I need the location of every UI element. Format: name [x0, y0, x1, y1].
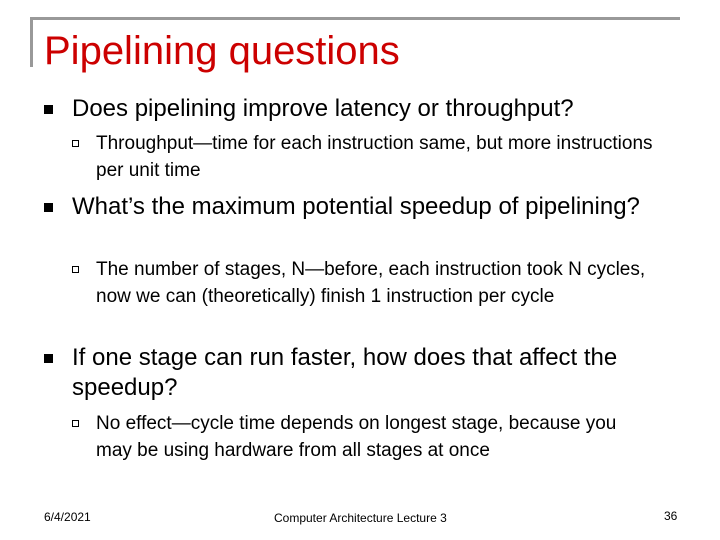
title-frame-top-border — [30, 17, 680, 20]
square-bullet-icon — [44, 354, 53, 363]
bullet-text: What’s the maximum potential speedup of pipelining? — [72, 193, 640, 220]
bullet-text: If one stage can run faster, how does that affect the speedup? — [72, 344, 618, 401]
title-frame-left-border — [30, 17, 33, 67]
hollow-square-bullet-icon — [72, 266, 79, 273]
sub-bullet-text: The number of stages, N—before, each instruction took N cycles, now we can (theoretically) finish 1 instruction per cycle — [96, 259, 646, 307]
footer-date: 6/4/2021 — [44, 510, 91, 524]
square-bullet-icon — [44, 105, 53, 114]
footer-title: Computer Architecture Lecture 3 — [274, 511, 447, 525]
sub-bullet-text: No effect—cycle time depends on longest stage, because you may be using hardware from all stages at once — [96, 413, 617, 461]
sub-bullet-text: Throughput—time for each instruction same, but more instructions per unit time — [96, 133, 653, 181]
slide-number: 36 — [664, 509, 678, 523]
hollow-square-bullet-icon — [72, 420, 79, 427]
slide-title: Pipelining questions — [44, 29, 400, 73]
square-bullet-icon — [44, 203, 53, 212]
bullet-text: Does pipelining improve latency or throughput? — [72, 95, 574, 122]
hollow-square-bullet-icon — [72, 140, 79, 147]
